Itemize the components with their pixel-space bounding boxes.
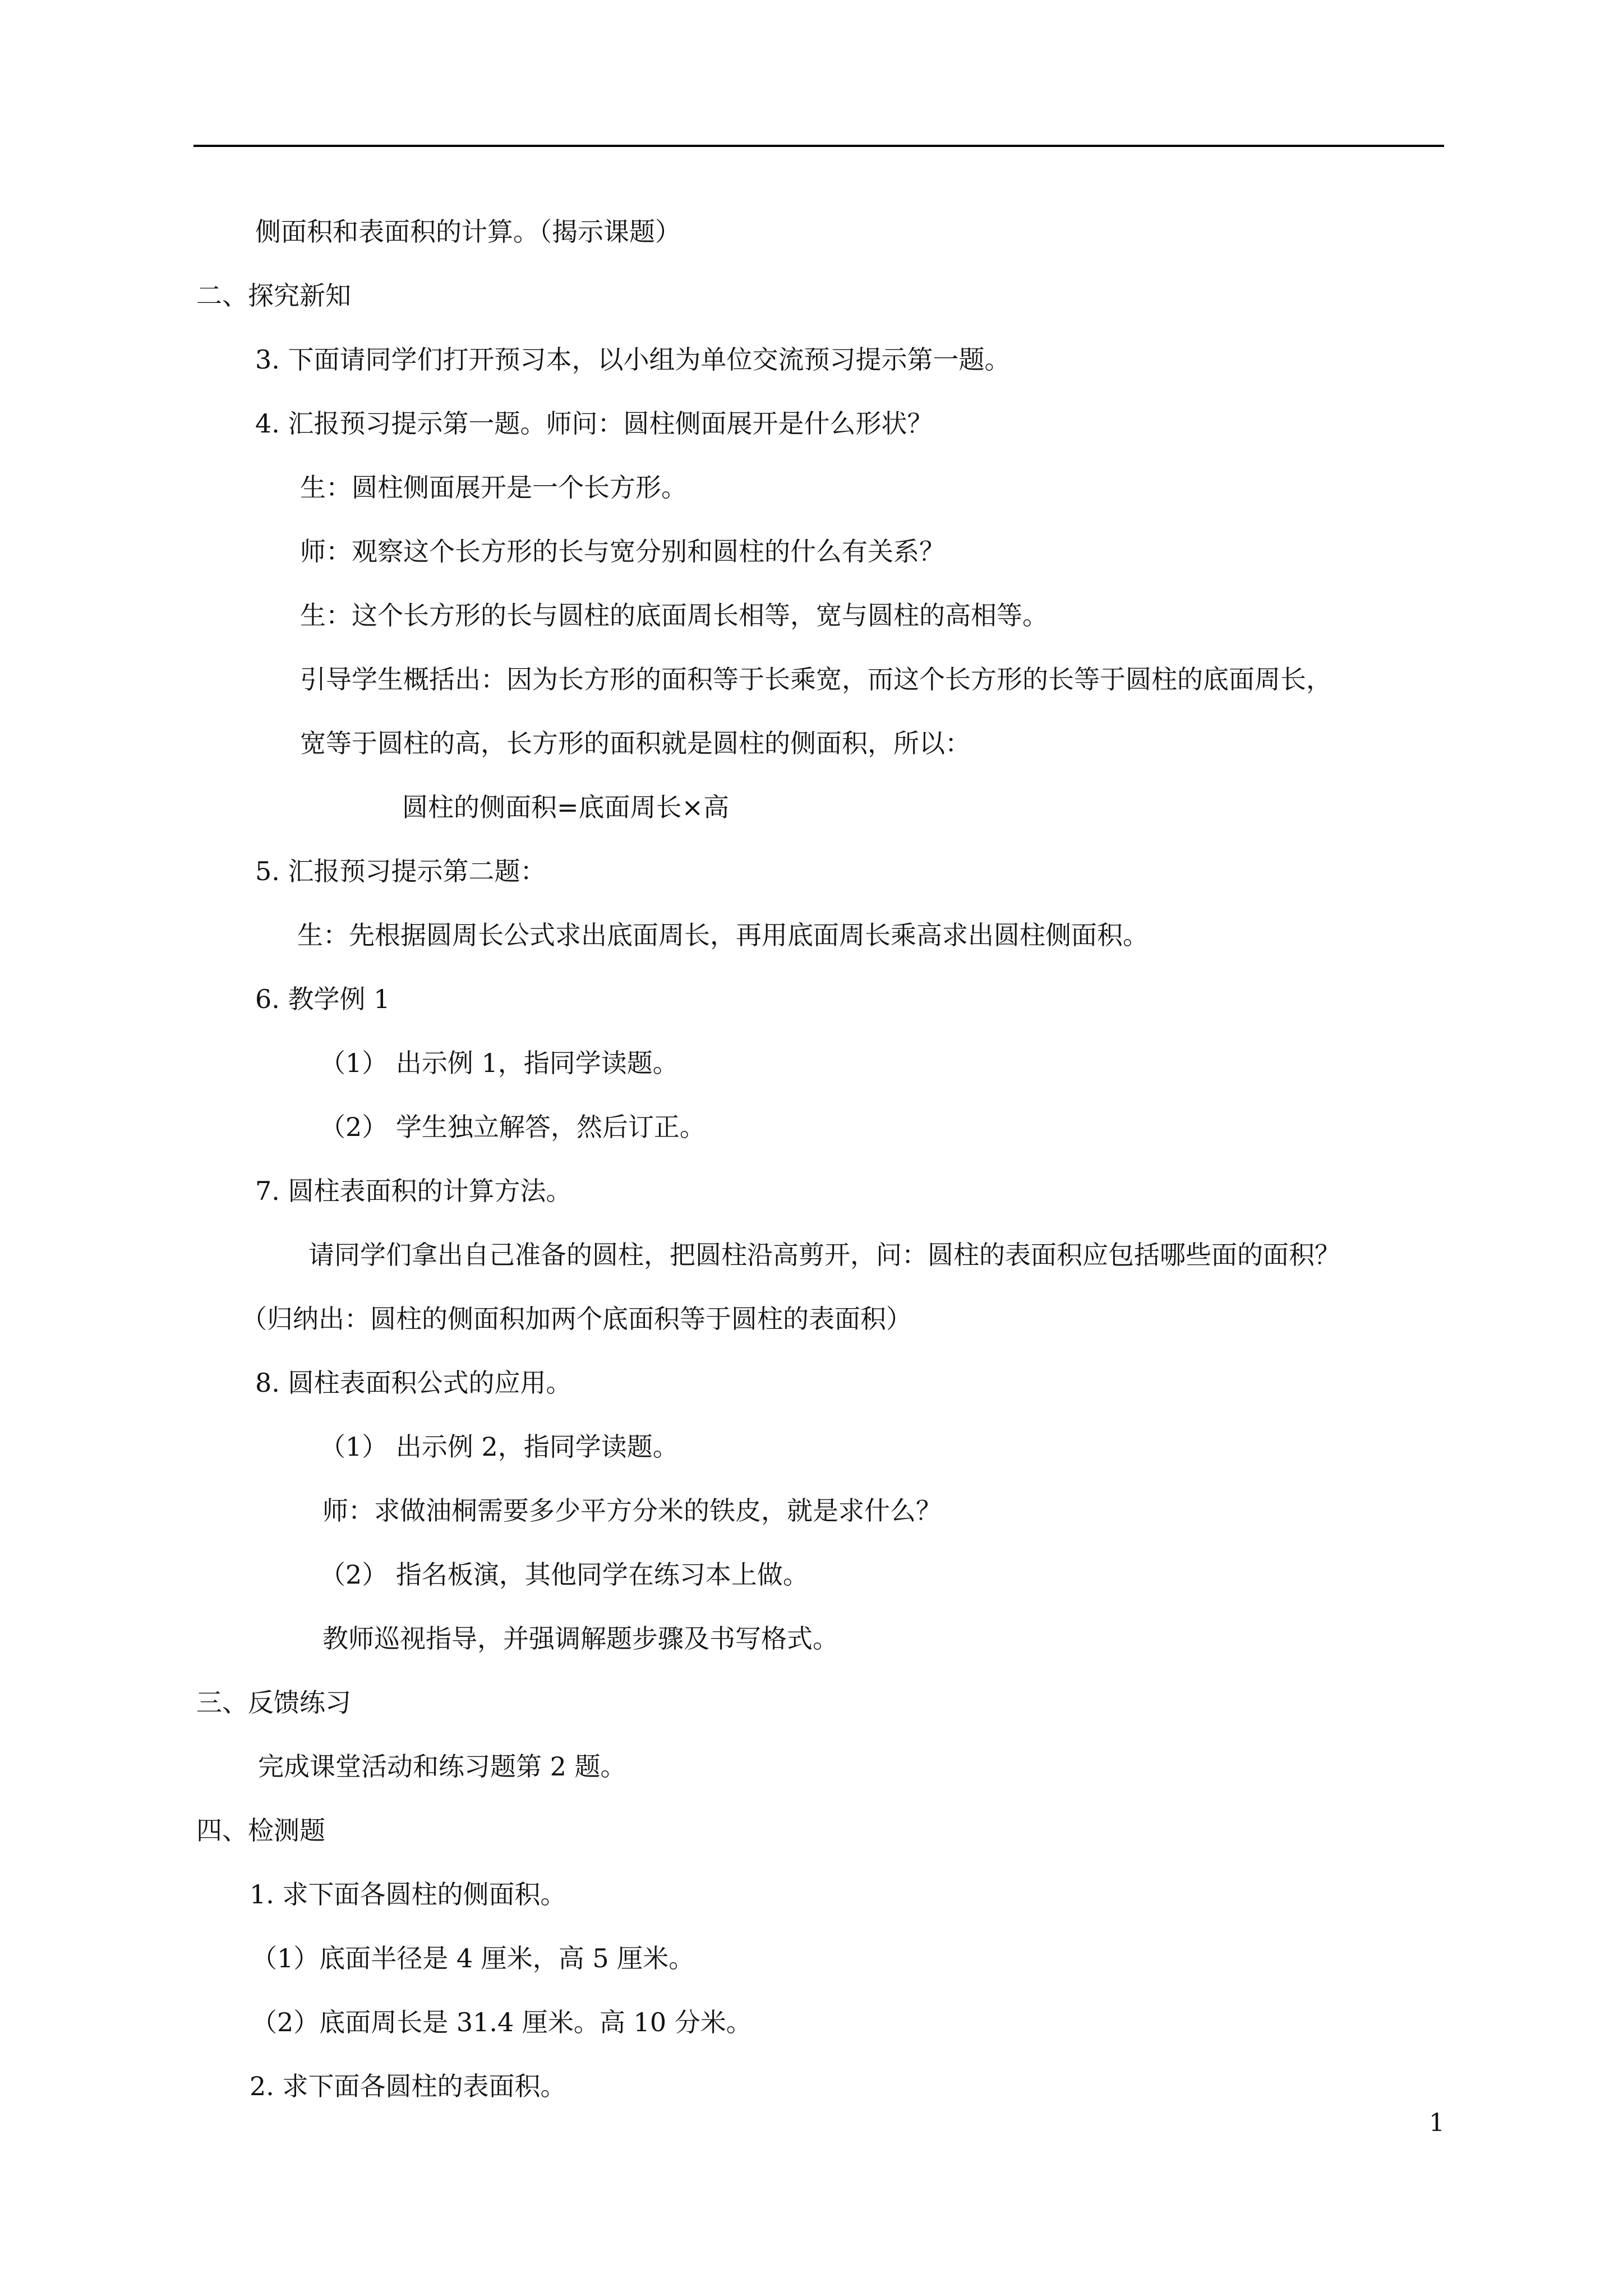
text-line: 生：圆柱侧面展开是一个长方形。 bbox=[300, 472, 687, 503]
formula-line: 圆柱的侧面积=底面周长×高 bbox=[402, 792, 730, 822]
list-item: 5. 汇报预习提示第二题： bbox=[255, 856, 546, 886]
list-item: 4. 汇报预习提示第一题。师问：圆柱侧面展开是什么形状？ bbox=[255, 408, 933, 439]
text-line: 生：这个长方形的长与圆柱的底面周长相等，宽与圆柱的高相等。 bbox=[300, 600, 1048, 631]
section-heading: 三、反馈练习 bbox=[196, 1687, 351, 1718]
section-heading: 二、探究新知 bbox=[196, 280, 351, 311]
text-line: 引导学生概括出：因为长方形的面积等于长乘宽，而这个长方形的长等于圆柱的底面周长， bbox=[300, 664, 1332, 694]
list-item: 3. 下面请同学们打开预习本，以小组为单位交流预习提示第一题。 bbox=[255, 344, 1011, 375]
section-heading: 四、检测题 bbox=[196, 1815, 325, 1846]
sub-list-item: （1） 出示例 1，指同学读题。 bbox=[320, 1048, 679, 1078]
page-number: 1 bbox=[1429, 2109, 1445, 2137]
text-line: 请同学们拿出自己准备的圆柱，把圆柱沿高剪开，问：圆柱的表面积应包括哪些面的面积？ bbox=[308, 1240, 1340, 1270]
text-line: 宽等于圆柱的高，长方形的面积就是圆柱的侧面积，所以： bbox=[300, 728, 971, 758]
sub-list-item: （1）底面半径是 4 厘米，高 5 厘米。 bbox=[251, 1943, 695, 1973]
text-line: 生：先根据圆周长公式求出底面周长，再用底面周长乘高求出圆柱侧面积。 bbox=[297, 920, 1149, 950]
sub-list-item: （1） 出示例 2，指同学读题。 bbox=[320, 1432, 679, 1462]
text-line: 完成课堂活动和练习题第 2 题。 bbox=[258, 1751, 626, 1782]
header-rule bbox=[193, 145, 1444, 147]
sub-list-item: （2） 指名板演，其他同学在练习本上做。 bbox=[320, 1559, 809, 1590]
text-line: （归纳出：圆柱的侧面积加两个底面积等于圆柱的表面积） bbox=[241, 1304, 912, 1334]
list-item: 8. 圆柱表面积公式的应用。 bbox=[255, 1368, 572, 1398]
text-line: 师：观察这个长方形的长与宽分别和圆柱的什么有关系？ bbox=[300, 536, 945, 567]
text-line: 教师巡视指导，并强调解题步骤及书写格式。 bbox=[322, 1623, 838, 1654]
list-item: 1. 求下面各圆柱的侧面积。 bbox=[250, 1879, 566, 1910]
sub-list-item: （2） 学生独立解答，然后订正。 bbox=[320, 1112, 706, 1142]
list-item: 7. 圆柱表面积的计算方法。 bbox=[255, 1176, 572, 1206]
list-item: 2. 求下面各圆柱的表面积。 bbox=[250, 2071, 566, 2101]
list-item: 6. 教学例 1 bbox=[255, 984, 390, 1014]
text-line: 侧面积和表面积的计算。（揭示课题） bbox=[255, 217, 681, 247]
sub-list-item: （2）底面周长是 31.4 厘米。高 10 分米。 bbox=[251, 2007, 752, 2037]
text-line: 师：求做油桐需要多少平方分米的铁皮，就是求什么？ bbox=[322, 1496, 942, 1526]
